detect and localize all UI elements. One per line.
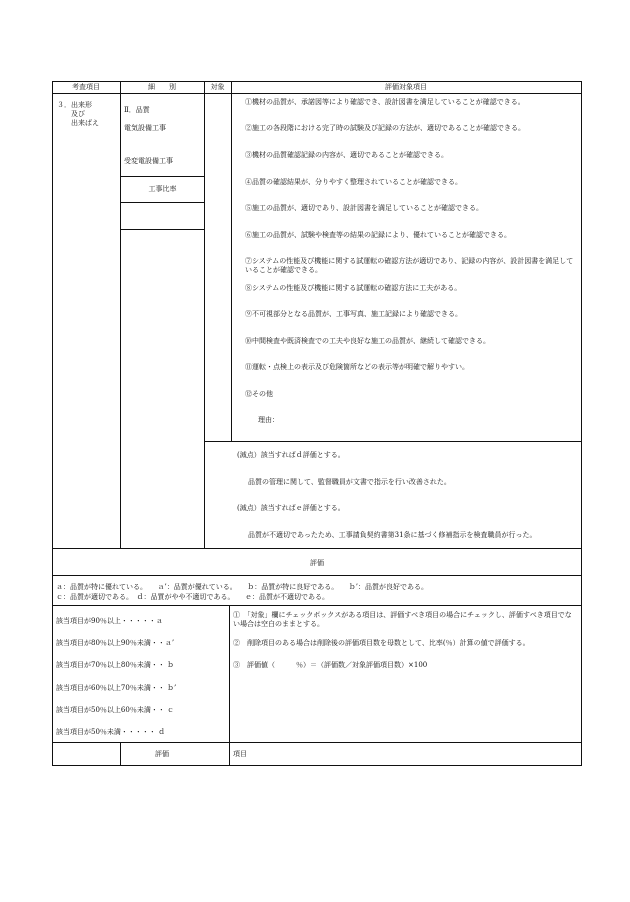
frame-right xyxy=(581,81,582,766)
header-divider xyxy=(52,93,582,94)
frame-left xyxy=(52,81,53,766)
category-label: ３．出来形 及び 出来ばえ xyxy=(57,101,99,127)
grade-a-prime: 該当項目が80％以上90％未満・・ａ’ xyxy=(56,639,175,647)
criteria-bottom xyxy=(52,605,582,606)
deduction-d-text: 品質の管理に関して、監督職員が文書で指示を行い改善された。 xyxy=(248,478,451,486)
note-3: ③ 評価値（ ％）＝（評価数／対象評価項目数）×100 xyxy=(233,661,428,669)
deduction-e-text: 品質が不適切であったため、工事請負契約書第31条に基づく修補指示を検査職員が行った。 xyxy=(248,531,537,539)
items-divider xyxy=(204,441,582,442)
footer-eval-label: 評価 xyxy=(155,750,169,758)
eval-item-5: ⑤施工の品質が、適切であり、設計図書を満足していることが確認できる。 xyxy=(245,204,483,212)
ratio-label: 工事比率 xyxy=(148,185,177,193)
grade-b: 該当項目が70％以上80％未満・・ ｂ xyxy=(56,661,175,669)
header-eval-items: 評価対象項目 xyxy=(385,83,427,91)
note-1: ① 「対象」欄にチェックボックスがある項目は、評価すべき項目の場合にチェックし、評価すべき項目でない場合は空白のままとする。 xyxy=(233,611,572,628)
ratio-box-divider xyxy=(120,202,205,203)
note-2: ② 削除項目のある場合は削除後の評価項目数を母数として、比率(％）計算の値で評価する。 xyxy=(233,639,530,647)
criteria-line-1: ａ：品質が特に優れている。 ａ’：品質が優れている。 ｂ：品質が特に良好である。 ｂ’：品質が良好である。 xyxy=(56,583,428,591)
eval-item-2: ②施工の各段階における完了時の試験及び記録の方法が、適切であることが確認できる。 xyxy=(245,124,525,132)
reason-label: 理由： xyxy=(258,416,279,424)
eval-item-12: ⑫その他 xyxy=(245,390,273,398)
col-divider-2 xyxy=(204,81,205,549)
sub-electrical: 電気設備工事 xyxy=(124,124,166,132)
eval-item-10: ⑩中間検査や既済検査での工夫や良好な施工の品質が、継続して確認できる。 xyxy=(245,337,490,345)
frame-bottom xyxy=(52,765,582,766)
eval-title: 評価 xyxy=(310,559,324,567)
footer-top xyxy=(52,742,582,743)
sub-substation: 受変電設備工事 xyxy=(124,157,173,165)
footer-eval-field[interactable] xyxy=(54,744,118,764)
ratio-value-field[interactable] xyxy=(122,204,203,228)
eval-item-4: ④品質の確認結果が、分りやすく整理されていることが確認できる。 xyxy=(245,178,462,186)
header-detail: 細 別 xyxy=(148,83,176,91)
grade-a: 該当項目が90％以上・・・・・ａ xyxy=(56,617,163,625)
lower-col-divider xyxy=(229,605,230,765)
deduction-d-head: (減点）該当すればｄ評価とする。 xyxy=(237,451,345,459)
sub-quality: Ⅱ．品質 xyxy=(124,106,150,114)
col-divider-3 xyxy=(231,81,232,442)
grade-b-prime: 該当項目が60％以上70％未満・・ ｂ’ xyxy=(56,684,177,692)
eval-item-8: ⑧システムの性能及び機能に関する試運転の確認方法に工夫がある。 xyxy=(245,284,462,292)
grade-c: 該当項目が50％以上60％未満・・ ｃ xyxy=(56,706,175,714)
col-divider-1 xyxy=(120,81,121,549)
eval-item-11: ⑪運転・点検上の表示及び危険箇所などの表示等が明確で解りやすい。 xyxy=(245,363,469,371)
header-target: 対象 xyxy=(210,83,225,91)
upper-bottom xyxy=(52,548,582,549)
eval-item-1: ①機材の品質が、承諾図等により確認でき、設計図書を満足していることが確認できる。 xyxy=(245,98,525,106)
eval-title-bottom xyxy=(52,575,582,576)
header-item: 考査項目 xyxy=(72,83,100,91)
footer-item-label: 項目 xyxy=(233,750,247,758)
deduction-e-head: (減点）該当すればｅ評価とする。 xyxy=(237,504,345,512)
eval-item-6: ⑥施工の品質が、試験や検査等の結果の記録により、優れていることが確認できる。 xyxy=(245,231,511,239)
eval-item-7: ⑦システムの性能及び機能に関する試運転の確認方法が適切であり、記録の内容が、設計図書を満足していることが確認できる。 xyxy=(245,257,574,274)
grade-d: 該当項目が50％未満・・・・・ ｄ xyxy=(56,728,166,736)
eval-item-9: ⑨不可視部分となる品質が、工事写真、施工記録により確認できる。 xyxy=(245,310,462,318)
eval-item-3: ③機材の品質確認記録の内容が、適切であることが確認できる。 xyxy=(245,151,448,159)
frame-top xyxy=(52,81,582,82)
criteria-line-2: ｃ：品質が適切である。 ｄ：品質がやや不適切である。 ｅ：品質が不適切である。 xyxy=(56,593,329,601)
